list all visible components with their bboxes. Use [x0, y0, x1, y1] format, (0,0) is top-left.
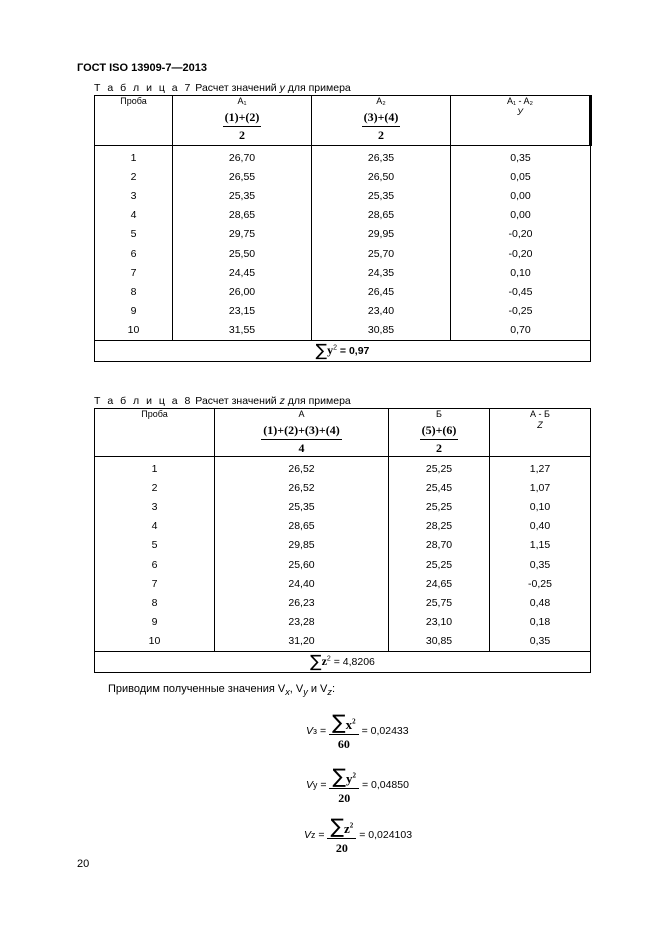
table-cell: 23,15: [173, 302, 312, 321]
table-cell: 7: [95, 574, 215, 593]
table8-caption-var: z: [279, 395, 285, 407]
table-cell: 25,75: [389, 593, 490, 612]
formula-vx-lhs: V: [306, 725, 314, 737]
formula-vz-var: z: [343, 821, 350, 836]
table7-sum-var: y: [327, 342, 334, 357]
table7-header-a1-fraction: [223, 110, 262, 143]
table-cell: 26,70: [173, 146, 312, 168]
table-row: [95, 517, 591, 536]
table-cell: 0,10: [451, 263, 591, 282]
formula-vz-den: 20: [335, 841, 348, 855]
table-row: [95, 555, 591, 574]
table-cell: 29,75: [173, 225, 312, 244]
table7-header-a2: [312, 96, 451, 146]
sigma-icon: ∑: [315, 340, 328, 361]
table7-header-diff-var: У: [517, 107, 523, 117]
table-cell: 3: [95, 186, 173, 205]
formula-vx-den: 60: [337, 737, 350, 751]
table-cell: 6: [95, 244, 173, 263]
table-row: [95, 167, 591, 186]
table-cell: 0,35: [490, 555, 591, 574]
table7-caption-prefix: Т а б л и ц а 7: [94, 82, 193, 94]
table-row: [95, 146, 591, 168]
table-cell: -0,20: [451, 225, 591, 244]
table7-caption-text: Расчет значений: [195, 82, 277, 94]
table8-header-diff-label: А - Б: [530, 409, 550, 419]
table-cell: 31,55: [173, 321, 312, 341]
table7-body: [95, 146, 591, 341]
table-cell: 1,15: [490, 536, 591, 555]
table-row: [95, 574, 591, 593]
table-cell: 26,00: [173, 282, 312, 301]
formula-vy-fraction: [329, 764, 358, 806]
paragraph-text: Приводим полученные значения V: [108, 683, 286, 695]
table8-sum-value: = 4,8206: [333, 655, 375, 668]
table-row: [95, 457, 591, 479]
table8-body: [95, 457, 591, 652]
table8-header-proba-label: Проба: [141, 409, 168, 419]
table-cell: 28,65: [312, 206, 451, 225]
paragraph-sub-z: z: [327, 687, 332, 698]
formula-vx-eq: =: [319, 725, 327, 737]
formula-vz: [304, 814, 412, 856]
table8-header-b-fraction: [420, 423, 459, 456]
table-cell: -0,45: [451, 282, 591, 301]
table-cell: 24,40: [215, 574, 389, 593]
formula-vx-fraction: [329, 710, 358, 752]
formula-vy-eq: =: [320, 779, 327, 791]
table-cell: 4: [95, 517, 215, 536]
table-cell: 10: [95, 321, 173, 341]
table7-a1-denominator: 2: [238, 128, 245, 142]
table-cell: 28,70: [389, 536, 490, 555]
formula-vz-sub: z: [311, 830, 316, 840]
table-cell: 26,55: [173, 167, 312, 186]
table-row: [95, 244, 591, 263]
table-cell: 0,35: [490, 632, 591, 652]
table-row: [95, 206, 591, 225]
table-cell: 28,65: [173, 206, 312, 225]
table-row: [95, 302, 591, 321]
table-cell: 26,45: [312, 282, 451, 301]
table-cell: 8: [95, 593, 215, 612]
table7-caption-var: y: [279, 82, 285, 94]
table8-sum-cell: $\sum z^2 = 4,8206$: [95, 651, 591, 672]
paragraph-sep1: , V: [289, 683, 304, 695]
table7-header-proba: [95, 96, 173, 146]
document-header: ГОСТ ISO 13909-7—2013: [77, 62, 207, 74]
table-cell: 23,28: [215, 613, 389, 632]
table-cell: 6: [95, 555, 215, 574]
table-cell: 1,07: [490, 478, 591, 497]
table-cell: 25,25: [389, 555, 490, 574]
formula-vz-fraction: [327, 814, 356, 856]
paragraph-sub-y: y: [303, 687, 308, 698]
formula-vy-result: = 0,04850: [361, 779, 409, 791]
table-cell: 0,40: [490, 517, 591, 536]
table-row: [95, 536, 591, 555]
table-cell: 31,20: [215, 632, 389, 652]
table-cell: 5: [95, 225, 173, 244]
table-cell: 8: [95, 282, 173, 301]
sigma-icon: ∑: [330, 814, 344, 838]
table8-header-a-label: А: [298, 409, 305, 419]
table-cell: 25,25: [389, 457, 490, 479]
table-cell: 25,50: [173, 244, 312, 263]
table-cell: 2: [95, 167, 173, 186]
table-cell: 0,00: [451, 186, 591, 205]
table-cell: 0,05: [451, 167, 591, 186]
table-cell: 0,35: [451, 146, 591, 168]
table-cell: 4: [95, 206, 173, 225]
table8-caption-text: Расчет значений: [195, 395, 277, 407]
table-row: [95, 186, 591, 205]
table-cell: 25,35: [173, 186, 312, 205]
table-cell: 30,85: [312, 321, 451, 341]
table7-a2-denominator: 2: [377, 128, 384, 142]
table-cell: 25,35: [312, 186, 451, 205]
table8-a-denominator: 4: [298, 441, 305, 455]
formula-vy-power: 2: [352, 771, 356, 780]
table-cell: 26,35: [312, 146, 451, 168]
paragraph-sub-x: x: [285, 687, 290, 698]
table-cell: 2: [95, 478, 215, 497]
summary-paragraph: [108, 683, 335, 697]
table-cell: 30,85: [389, 632, 490, 652]
table8-caption-prefix: Т а б л и ц а 8: [94, 395, 193, 407]
formula-vy: [306, 764, 409, 806]
table7-a2-numerator: (3)+(4): [362, 110, 401, 127]
table-row: [95, 225, 591, 244]
table7: [94, 95, 592, 362]
table-row: [95, 632, 591, 652]
table-cell: 28,25: [389, 517, 490, 536]
table-row: [95, 321, 591, 341]
table-cell: 9: [95, 613, 215, 632]
table7-a1-numerator: (1)+(2): [223, 110, 262, 127]
formula-vx-sub: з: [313, 726, 318, 736]
formula-vx-power: 2: [352, 717, 356, 726]
table-cell: 25,45: [389, 478, 490, 497]
table-row: [95, 263, 591, 282]
table-cell: 10: [95, 632, 215, 652]
table8-caption-suffix: для примера: [287, 395, 351, 407]
table-row: [95, 497, 591, 516]
table8: [94, 408, 591, 673]
sigma-icon: ∑: [332, 710, 346, 734]
table-cell: 0,18: [490, 613, 591, 632]
table-cell: 9: [95, 302, 173, 321]
table-cell: 28,65: [215, 517, 389, 536]
table8-header-proba: [95, 409, 215, 457]
table8-header-a: [215, 409, 389, 457]
table8-header-diff-var: Z: [537, 420, 543, 430]
table7-caption-suffix: для примера: [287, 82, 351, 94]
table7-header-diff: [451, 96, 591, 146]
formula-vy-den: 20: [338, 791, 351, 805]
table-cell: 26,23: [215, 593, 389, 612]
table7-sum-cell: $\sum y^2 = 0,97$: [95, 340, 591, 361]
formula-vz-lhs: V: [304, 829, 312, 841]
table-cell: 25,70: [312, 244, 451, 263]
table-cell: 25,25: [389, 497, 490, 516]
table-cell: 25,60: [215, 555, 389, 574]
table-cell: 3: [95, 497, 215, 516]
table8-header-b: [389, 409, 490, 457]
formula-vx: [306, 710, 409, 752]
formula-vz-power: 2: [349, 821, 354, 830]
table-cell: 29,95: [312, 225, 451, 244]
paragraph-sep2: и V: [307, 683, 328, 695]
table7-header-proba-label: Проба: [120, 96, 147, 106]
sigma-icon: ∑: [332, 764, 346, 788]
formula-vx-var: x: [345, 717, 353, 732]
table7-caption: [94, 82, 351, 94]
table-cell: 24,35: [312, 263, 451, 282]
paragraph-end: :: [331, 683, 336, 695]
table-row: [95, 593, 591, 612]
table-cell: 26,52: [215, 457, 389, 479]
table7-header-a2-fraction: [362, 110, 401, 143]
table7-header-diff-label: A₁ - A₂: [506, 96, 534, 106]
sigma-icon: ∑: [310, 651, 322, 672]
table-cell: -0,25: [451, 302, 591, 321]
table-cell: 25,35: [215, 497, 389, 516]
table-cell: 23,10: [389, 613, 490, 632]
table-row: [95, 282, 591, 301]
table7-header-a1-label: A₁: [237, 96, 247, 106]
table7-header-a1: [173, 96, 312, 146]
table-row: [95, 478, 591, 497]
table8-b-numerator: (5)+(6): [420, 423, 459, 440]
table-cell: 29,85: [215, 536, 389, 555]
table-cell: -0,25: [490, 574, 591, 593]
table-cell: 24,45: [173, 263, 312, 282]
table7-sum-value: = 0,97: [339, 344, 370, 357]
table8-a-numerator: (1)+(2)+(3)+(4): [261, 423, 341, 440]
table-cell: 0,10: [490, 497, 591, 516]
table8-caption: [94, 395, 351, 407]
table8-header-a-fraction: [261, 423, 341, 456]
table-cell: 26,50: [312, 167, 451, 186]
table8-header-diff: [490, 409, 591, 457]
table-cell: 5: [95, 536, 215, 555]
table-cell: 0,00: [451, 206, 591, 225]
table7-header-a2-label: A₂: [376, 96, 386, 106]
table-cell: 1: [95, 457, 215, 479]
table8-b-denominator: 2: [435, 441, 442, 455]
formula-vy-lhs: V: [306, 779, 314, 791]
formula-vy-var: y: [345, 771, 353, 786]
table8-sum-var: z: [321, 653, 327, 668]
table-cell: 24,65: [389, 574, 490, 593]
table-row: [95, 613, 591, 632]
table-cell: 23,40: [312, 302, 451, 321]
table-cell: 0,70: [451, 321, 591, 341]
page-number: 20: [77, 858, 90, 870]
formula-vz-eq: =: [318, 829, 325, 841]
table-cell: 1,27: [490, 457, 591, 479]
table-cell: 7: [95, 263, 173, 282]
table-cell: 26,52: [215, 478, 389, 497]
table-cell: 0,48: [490, 593, 591, 612]
table8-header-b-label: Б: [436, 409, 442, 419]
formula-vx-result: = 0,02433: [361, 725, 409, 737]
table-cell: 1: [95, 146, 173, 168]
formula-vy-sub: у: [313, 780, 318, 790]
formula-vz-result: = 0,024103: [359, 829, 413, 841]
table-cell: -0,20: [451, 244, 591, 263]
